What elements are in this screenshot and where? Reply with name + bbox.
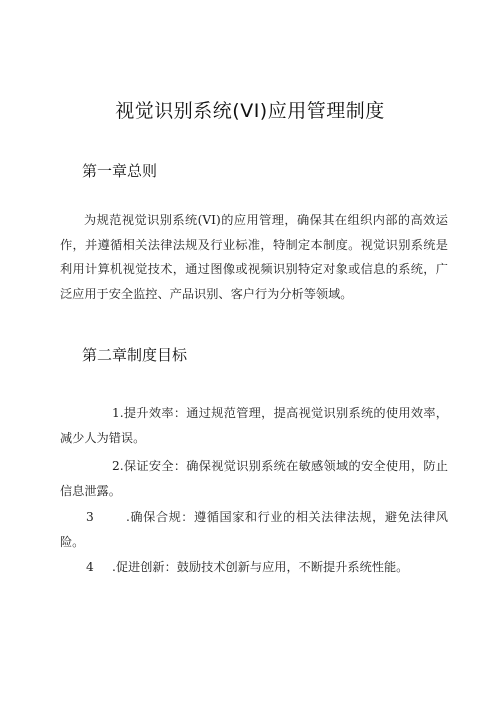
goal-item-number: 1 xyxy=(112,406,120,420)
goal-item-2 xyxy=(60,454,448,503)
goal-item-number: 3 xyxy=(86,510,94,524)
goal-item-text: .促进创新：鼓励技术创新与应用，不断提升系统性能。 xyxy=(112,560,409,574)
goal-item-text: .确保合规：遵循国家和行业的相关法律法规，避免法律风险。 xyxy=(60,510,448,549)
goal-item-text: .保证安全：确保视觉识别系统在敏感领域的安全使用，防止信息泄露。 xyxy=(60,459,448,498)
goal-item-number: 4 xyxy=(86,560,94,574)
goal-item-text: .提升效率：通过规范管理，提高视觉识别系统的使用效率，减少人为错误。 xyxy=(60,406,448,445)
chapter-2-heading: 第二章制度目标 xyxy=(82,346,188,364)
goal-item-3 xyxy=(60,505,448,554)
chapter-1-paragraph: 为规范视觉识别系统(VI)的应用管理，确保其在组织内部的高效运作，并遵循相关法律法规及行业标准，特制定本制度。视觉识别系统是利用计算机视觉技术，通过图像或视频识别特定对象或信息的系统，广泛应用于安全监控、产品识别、客户行为分析等领域。 xyxy=(60,213,448,301)
goal-item-4 xyxy=(60,555,448,580)
document-title: 视觉识别系统(VI)应用管理制度 xyxy=(115,100,385,122)
goal-item-number: 2 xyxy=(112,459,120,473)
goal-item-1 xyxy=(60,401,448,450)
chapter-1-heading: 第一章总则 xyxy=(82,162,158,180)
